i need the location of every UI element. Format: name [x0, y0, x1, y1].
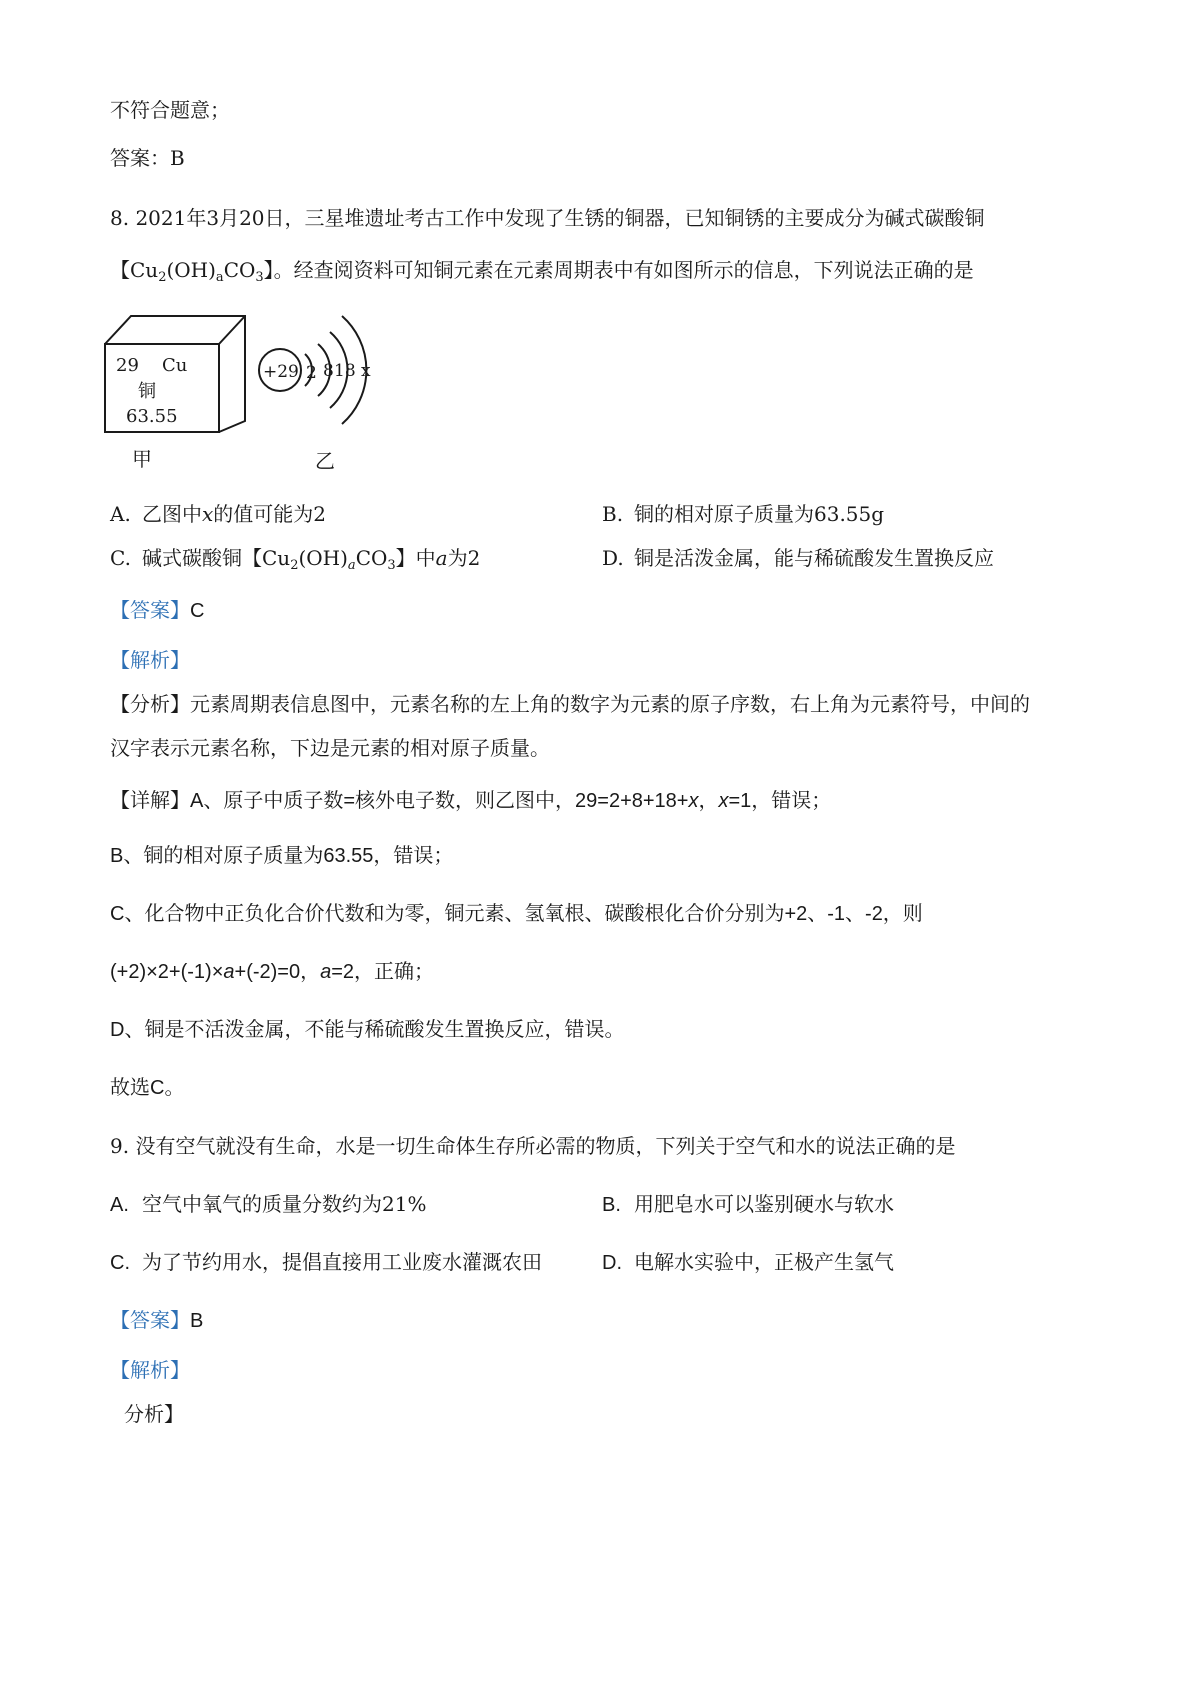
- q8-detail-b: B、铜的相对原子质量为63.55，错误；: [110, 845, 454, 867]
- cell-caption: 甲: [132, 447, 152, 471]
- q8-figure: [100, 306, 420, 486]
- atom-caption: 乙: [315, 449, 335, 473]
- q8-detail-c2: (+2)×2+(-1)×a+(-2)=0，a=2，正确；: [110, 961, 435, 983]
- q8-option-d[interactable]: D. 铜是活泼金属，能与稀硫酸发生置换反应: [602, 546, 994, 570]
- q9-fenxi-partial: 分析】: [124, 1402, 184, 1426]
- q8-option-c[interactable]: C. 碱式碳酸铜【$Cu_2(OH)_aCO_3$】中a为2: [110, 546, 481, 573]
- q8-analysis-tag: 【解析】: [110, 648, 190, 672]
- q8-fenxi-line1: 【分析】元素周期表信息图中，元素名称的左上角的数字为元素的原子序数，右上角为元素符号，中间的: [110, 692, 1030, 716]
- q8-detail-c1: C、化合物中正负化合价代数和为零，铜元素、氢氧根、碳酸根化合价分别为+2、-1、-2，则: [110, 903, 923, 925]
- q8-stem-line2: 【$Cu_2(OH)_aCO_3$】。经查阅资料可知铜元素在元素周期表中有如图所示的信息，下列说法正确的是: [110, 258, 974, 285]
- shell-3-electrons: 18: [334, 361, 356, 381]
- q8-fenxi-line2: 汉字表示元素名称，下边是元素的相对原子质量。: [110, 736, 550, 760]
- q8-answer: 【答案】C: [110, 598, 205, 622]
- q9-option-d[interactable]: D. 电解水实验中，正极产生氢气: [602, 1250, 894, 1274]
- q8-detail-d: D、铜是不活泼金属，不能与稀硫酸发生置换反应，错误。: [110, 1019, 625, 1041]
- shell-2-electrons: 8: [323, 361, 334, 381]
- prev-answer: 答案：B: [110, 146, 185, 170]
- q9-option-c[interactable]: C. 为了节约用水，提倡直接用工业废水灌溉农田: [110, 1250, 542, 1274]
- nucleus-charge: +29: [263, 362, 299, 382]
- q8-detail-a: 【详解】A、原子中质子数=核外电子数，则乙图中，29=2+8+18+x，x=1，错误；: [110, 788, 832, 812]
- q9-option-a[interactable]: A. 空气中氧气的质量分数约为21%: [110, 1192, 427, 1216]
- q9-analysis-tag: 【解析】: [110, 1358, 190, 1382]
- q8-option-a[interactable]: A. 乙图中x的值可能为2: [110, 502, 327, 526]
- q8-option-b[interactable]: B. 铜的相对原子质量为63.55g: [602, 502, 885, 526]
- shell-4-electrons: x: [361, 361, 371, 381]
- q9-stem: 9. 没有空气就没有生命，水是一切生命体生存所必需的物质，下列关于空气和水的说法正确的是: [110, 1134, 956, 1158]
- shell-1-electrons: 2: [306, 363, 317, 383]
- atomic-number: 29: [116, 355, 139, 376]
- q9-option-b[interactable]: B. 用肥皂水可以鉴别硬水与软水: [602, 1192, 894, 1216]
- prev-text-line: 不符合题意；: [110, 98, 230, 122]
- q8-stem-line1: 8. 2021年3月20日，三星堆遗址考古工作中发现了生锈的铜器，已知铜锈的主要成分为碱式碳酸铜: [110, 206, 985, 230]
- q8-conclusion: 故选C。: [110, 1077, 185, 1099]
- element-symbol: Cu: [162, 355, 188, 376]
- atomic-mass: 63.55: [126, 406, 178, 427]
- q9-answer: 【答案】B: [110, 1308, 204, 1332]
- element-name: 铜: [138, 381, 156, 402]
